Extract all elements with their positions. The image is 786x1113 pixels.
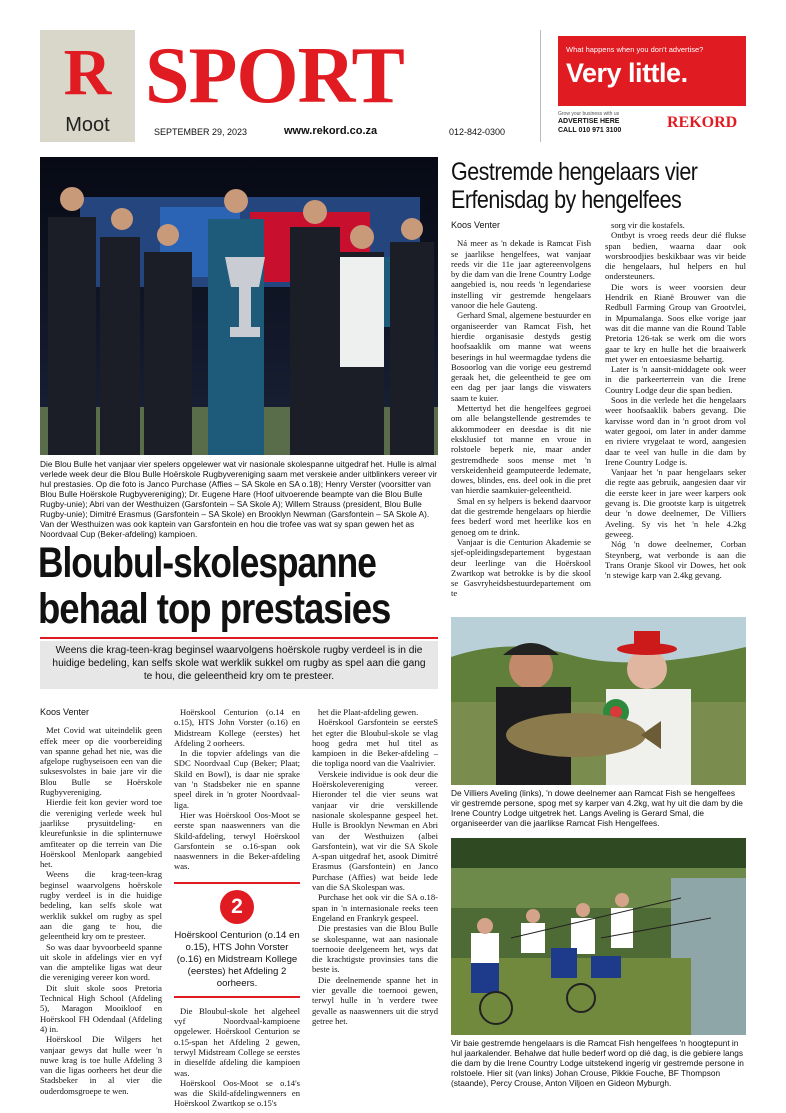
pullout-quote xyxy=(174,882,300,998)
rugby-paragraph: Hoërskool Centurion (o.14 en o.15), HTS John Vorster (o.16) en Midstream Kollege (eerstes) het Afdeling 2 oorheers. xyxy=(174,707,300,748)
fishing-paragraph: Die wors is weer voorsien deur Hendrik en Rianë Brouwer van die Redbull Farming Group van Grootvlei, in Mpumalanga. Soos elke vorige jaar was dit die manne van die Round Table Pretoria 126-tak se werk om die wors gaar te kry en hulle het die braaiwerk met ywer en entoesiasme behartig. xyxy=(605,281,746,364)
advert-headline: Very little. xyxy=(566,58,688,88)
carp-photo-caption: De Villiers Aveling (links), 'n dowe deelnemer aan Ramcat Fish se hengelfees vir gestremde persone, spog met sy karper van 4.2kg, wat hy uit die dam by die Irene Country Lodge uitgetrek het. Langs Aveling is Gerard Smal, die organiseerder van die jaarlikse Ramcat Fish Hengelfees. xyxy=(451,788,743,828)
section-title: SPORT xyxy=(145,32,404,120)
rugby-paragraph: Met Covid wat uiteindelik geen effek meer op die voorbereiding van spanne gehad het nie, was die afgelope rugbyseisoen een van die suksesvolstes in baie jare vir die Blou Bulle se Hoërskole Rugbyvereniging. xyxy=(40,725,162,798)
rugby-paragraph: Weens die krag-teen-krag beginsel waarvolgens hoërskole rugby verdeel is in die huidige bedeling, kan selfs skole wat werklik sukkel om rugby as spel aan die gang te hou, die geleentheid kry om te presteer. xyxy=(40,869,162,942)
rugby-paragraph: Hoërskool Garsfontein se eersteS het egter die Bloubul-skole se vlag hoog gedra met hul titel as kampioen in die Beker-afdeling – die topliga noord van die Vaalrivier. xyxy=(312,717,438,769)
rugby-paragraph: Hoërskool Oos-Moot se o.14's was die Skild-afdelingwenners en Hoërskool Zwartkop se o.15's xyxy=(174,1077,300,1109)
masthead xyxy=(0,0,786,145)
rugby-paragraph: Hoërskool Die Wilgers het vanjaar gewys dat hulle weer 'n nuwe krag is toe hulle Afdeling 3 van die ligas oorheers het deur die Stadsbeker in al vier die ouderdomsgroepe te wen. xyxy=(40,1034,162,1096)
rugby-photo-illustration xyxy=(40,157,438,455)
carp-photo-illustration xyxy=(451,617,746,785)
advert-small-text: Grow your business with us xyxy=(558,111,620,117)
advert-phone: CALL 010 971 3100 xyxy=(558,127,622,134)
rugby-headline-line-2: behaal top prestasies xyxy=(38,585,391,633)
masthead-divider xyxy=(540,30,541,142)
fishing-paragraph: Ontbyt is vroeg reeds deur dié flukse span bedien, waarna daar ook worsbroodjies beskikbaar was vir beide die hengelaars, hul helpers en hul ondersteuners. xyxy=(605,230,746,282)
website-link[interactable]: www.rekord.co.za xyxy=(284,125,378,137)
fishing-paragraph: Vanjaar het 'n paar hengelaars seker die regte aas gebruik, aangesien daar vir die eerste keer in jare weer karpers ook gevang is. Die grootste karp is uitgetrek deur 'n dowe deelnemer, De Villiers Aveling. Sy vis het 'n hele 4.2kg geweeg. xyxy=(605,467,746,539)
logo-suburb: Moot xyxy=(65,114,110,136)
rugby-paragraph: Die Bloubul-skole het algeheel vyf Noordvaal-kampioene opgelewer. Hoërskool Centurion se o.15-span het Afdeling 2 gewen, terwyl Midstream College se eerstes in dieselfde afdeling die kampioen was. xyxy=(174,1005,300,1078)
carp-catch-photo xyxy=(451,617,746,785)
rugby-paragraph: Die prestasies van die Blou Bulle se skolespanne, wat aan nasionale toernooie deelgeneem het, wys dat die krachtigste provinsies tans die beste is. xyxy=(312,923,438,975)
fishing-paragraph: Vanjaar is die Centurion Akademie se sjef-opleidingsdepartement bygestaan deur leerlinge van die Hoërskool Zwartkop wat betrokke is by die skool se Gasvryheidsbestuurdepartement om te xyxy=(451,536,591,599)
advert-tagline: What happens when you don't advertise? xyxy=(566,45,704,54)
fishing-paragraph: Gerhard Smal, algemene bestuurder en organiseerder van Ramcat Fish, het hierdie organisasie destyds gestig hoofsaaklik om manne wat weens beserings in hul weermagdae tydens die Bosoorlog van die vorige eeu gestremd geraak het, die geleentheid te gee om een dag per jaar langs die viswaters saam te kuier. xyxy=(451,310,591,403)
rugby-awards-photo xyxy=(40,157,438,455)
anglers-photo xyxy=(451,838,746,1035)
rugby-intro-box: Weens die krag-teen-krag beginsel waarvolgens hoërskole rugby verdeel is in die huidige bedeling, kan selfs skole wat werklik sukkel om rugby as spel aan die gang te hou, die geleentheid kry om te presteer. xyxy=(40,641,438,689)
rugby-column-1 xyxy=(40,707,162,1096)
rugby-paragraph: Dit sluit skole soos Pretoria Technical High School (Afdeling 5), Maragon Mooikloof en Hoërskool FH Odendaal (Afdeling 4) in. xyxy=(40,982,162,1034)
phone-number: 012-842-0300 xyxy=(449,127,506,137)
fishing-paragraph: sorg vir die kostafels. xyxy=(611,220,685,230)
logo-letter: R xyxy=(63,36,112,109)
fishing-column-2 xyxy=(605,220,746,580)
rugby-headline-line-1: Bloubul-skolespanne xyxy=(38,539,376,587)
fishing-headline-line-1: Gestremde hengelaars vier xyxy=(451,158,698,186)
pullout-text: Hoërskool Centurion (o.14 en o.15), HTS John Vorster (o.16) en Midstream Kollege (eerstes) het Afdeling 2 oorheers. xyxy=(174,929,300,989)
fishing-paragraph: Smal en sy helpers is bekend daarvoor dat die gestremde hengelaars op hierdie fees bederf word met heerlike kos en genoeg om te drink. xyxy=(451,495,591,537)
rugby-paragraph: Verskeie individue is ook deur die Hoërskolevereniging vereer. Hieronder tel die vier seuns wat vanjaar vir drie verskillende nasionale skolespanne gespeel het. Hulle is Brooklyn Newman en Abri van der Westhuizen (albei Garsfontein), wat vir die SA Skole A-span uitgedraf het, asook Dimitré Erasmus (Garsfontein) en Janco Purchase (Affies) wat beide lede van die SA Skolespan was. xyxy=(312,768,438,893)
rugby-paragraph: Die deelnemende spanne het in vier gevalle die toernooi gewen, terwyl hulle in 'n verdere twee gevalle as naaswenners uit die stryd getree het. xyxy=(312,974,438,1026)
rugby-column-3 xyxy=(312,707,438,1026)
rugby-column-2 xyxy=(174,707,300,1109)
fishing-paragraph: Mettertyd het die hengelfees gegroei om alle belangstellende gestremdes te akkommodeer en deesdae is dit nie eksklusief tot manne en vroue in rolstoele beperk nie, maar ander gestremdhede soos mense met 'n verskeidenheid geamputeerde ledemate, dowes, blindes, ens. deel ook in die pret van hierdie saamkuier-geleentheid. xyxy=(451,403,591,496)
pullout-number-badge: 2 xyxy=(220,890,254,924)
fishing-byline: Koos Venter xyxy=(451,220,501,230)
anglers-photo-illustration xyxy=(451,838,746,1035)
fishing-column-1 xyxy=(451,220,591,599)
rugby-paragraph: So was daar byvoorbeeld spanne uit skole in afdelings vier en vyf van die amptelike ligas wat deur die vereniging vereer kon word. xyxy=(40,941,162,983)
logo-block xyxy=(40,30,135,142)
fishing-paragraph: Later is 'n aansit-middagete ook weer in die parkeerterrein van die Irene Country Lodge deur die span bedien. xyxy=(605,364,746,395)
fishing-headline-line-2: Erfenisdag by hengelfees xyxy=(451,186,682,214)
rugby-paragraph: Hier was Hoërskool Oos-Moot se eerste span naaswenners van die Skild-afdeling, terwyl Hoërskool Garsfontein se o.16-span ook naaswenners in die Beker-afdeling was. xyxy=(174,809,300,872)
fishing-paragraph: Ná meer as 'n dekade is Ramcat Fish se jaarlikse hengelfees, wat vanjaar reeds vir die 11e jaar agtereenvolgens by die dam van die Irene Country Lodge aangebied is, nou reeds 'n legendariese instelling vir gestremde hengelaars vanoor die hele Gauteng. xyxy=(451,238,591,311)
rugby-paragraph: In die topvier afdelings van die SDC Noordvaal Cup (Beker; Plaat; Skild en Bowl), is daar nie sprake van 'n Stadsbeker nie en spanne speel direk in 'n groter Noordvaal-liga. xyxy=(174,748,300,810)
advert-box[interactable] xyxy=(558,36,746,106)
rekord-brand-logo: REKORD xyxy=(667,114,738,131)
rugby-byline: Koos Venter xyxy=(40,707,90,717)
advert-cta[interactable]: ADVERTISE HERE xyxy=(558,118,620,125)
rugby-paragraph: Hierdie feit kon gevier word toe die vereniging verlede week hul jaarlikse prysuitdeling- en kleurefunksie in die splinternuwe amfiteater op die terrein van Die Hoërskool Menlopark aangebied het. xyxy=(40,797,162,870)
rugby-paragraph: Purchase het ook vir die SA o.18-span in 'n internasionale reeks teen Engeland en Frankryk gespeel. xyxy=(312,892,438,923)
rugby-intro-rule xyxy=(40,637,438,639)
issue-date: SEPTEMBER 29, 2023 xyxy=(154,127,248,137)
fishing-paragraph: Nóg 'n dowe deelnemer, Corban Steynberg, wat verbonde is aan die Trans Oranje Skool vir Dowes, het ook 'n stewige karp van 2.4kg gevang. xyxy=(605,539,746,581)
fishing-paragraph: Soos in die verlede het die hengelaars weer hoofsaaklik babers gevang. Die karvisse word dan in 'n groot drom vol water gegooi, om later in ander damme en riviere vrygelaat te word, aangesien daar te veel van hulle in die dam by Irene Country Lodge is. xyxy=(605,395,746,467)
anglers-photo-caption: Vir baie gestremde hengelaars is die Ramcat Fish hengelfees 'n hoogtepunt in hul jaarkalender. Behalwe dat hulle bederf word op dié dag, is die gebiere langs die dam by die Irene Country Lodge uitstekend ingerig vir gestremde persone in rolstoele. Hier sit (van links) Johan Crouse, Pikkie Fouche, BF Thompson (staande), Percy Crouse, Anton Viljoen en Gideon Myburgh. xyxy=(451,1038,744,1088)
rugby-paragraph: het die Plaat-afdeling gewen. xyxy=(318,707,419,717)
rugby-photo-caption: Die Blou Bulle het vanjaar vier spelers opgelewer wat vir nasionale skolespanne uitgedraf het. Hulle is almal verlede week deur die Blou Bulle Hoërskole Rugbyvereniging saam met verskeie ander uitblinkers vereer vir hul prestasies. Op die foto is Janco Purchase (Affies – SA Skole en SA o.18); Henry Verster (voorsitter van Blou Bulle Hoërskole Rugbyvereniging); Dr. Eugene Hare (Hoof uitvoerende beampte van die Blou Bulle Rugby-unie); Abri van der Westhuizen (Garsfontein – SA Skole A); Willem Strauss (president, Blou Bulle Rugby-unie); Dimitré Erasmus (Garsfontein – SA Skole) en Brooklyn Newman (Garsfontein – SA Skole A). Van der Westhuizen was ook kaptein van Garsfontein en hou die trofee vas wat sy span gewen het as Noordvaal Cup (Beker-afdeling) kampioen. xyxy=(40,459,438,539)
